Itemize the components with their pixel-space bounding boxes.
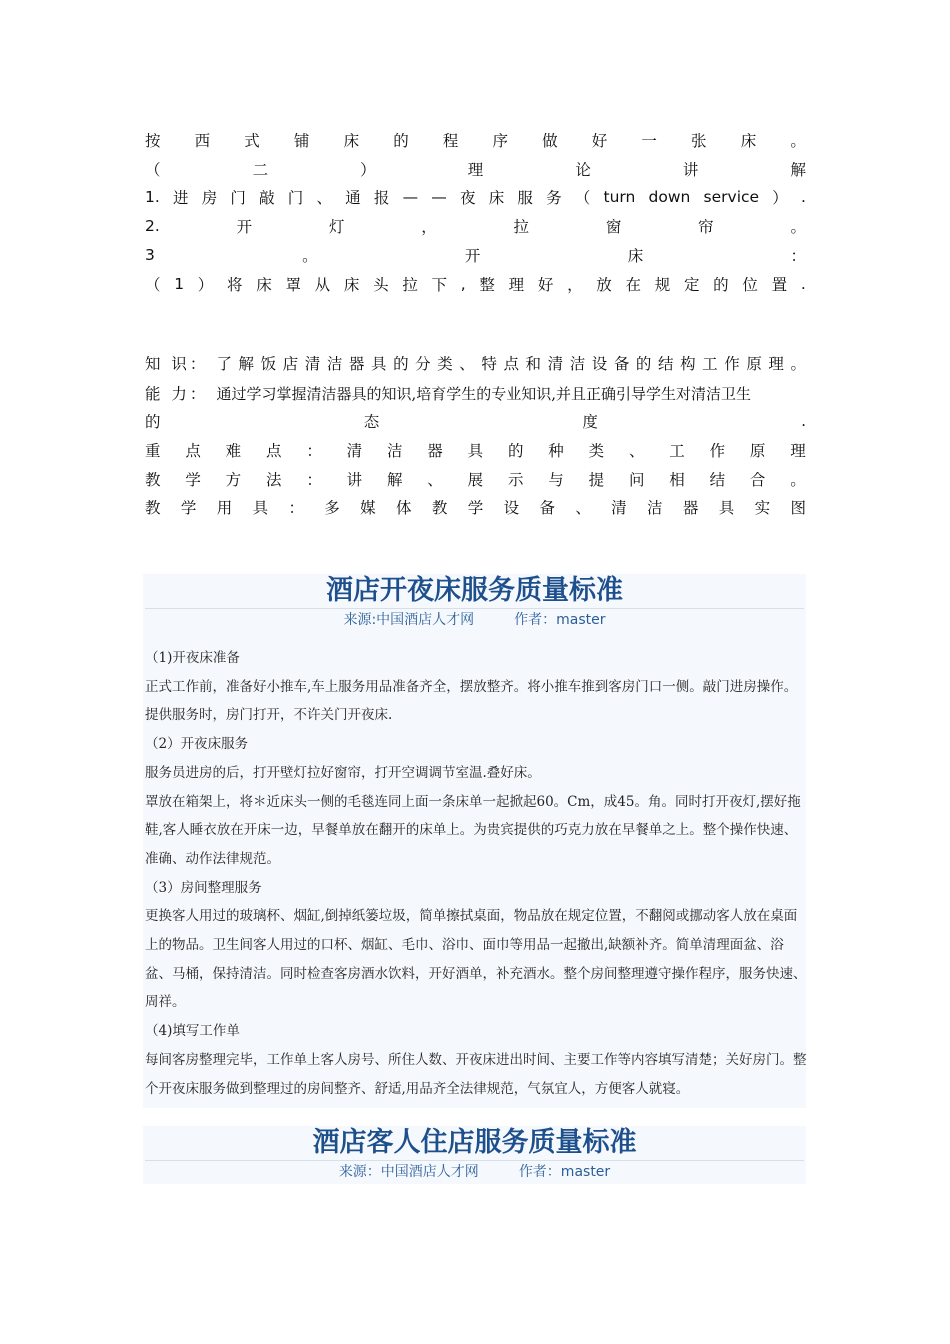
text-segment: 具 xyxy=(252,499,269,517)
article1-heading-3: （3）房间整理服务 xyxy=(145,879,262,896)
text-segment: 、 xyxy=(316,189,333,207)
text-segment: 器 xyxy=(348,355,365,373)
text-segment: 理 xyxy=(467,161,484,179)
knowledge-text xyxy=(216,352,806,374)
text-segment: 在 xyxy=(625,276,642,294)
text-segment: 、 xyxy=(459,355,475,373)
ability-line xyxy=(145,380,806,406)
text-segment: 点 xyxy=(503,355,519,373)
text-segment: 进 xyxy=(172,189,189,207)
text-segment: 论 xyxy=(575,161,591,179)
knowledge-label: 知 识： xyxy=(145,355,209,373)
article1-paragraph-5: 每间客房整理完毕，工作单上客人房号、所住人数、开夜床进出时间、主要工作等内容填写清楚；关好房门。整个开夜床服务做到整理过的房间整齐、舒适,用品齐全法律规范，气氛宜人，方便客人就寝。 xyxy=(145,1051,807,1097)
text-segment: 解 xyxy=(238,355,255,373)
text-segment: 解 xyxy=(386,471,403,489)
text-segment: 度 xyxy=(582,413,598,431)
text-segment: 作 xyxy=(724,355,740,373)
text-segment: 重 xyxy=(145,442,161,460)
text-segment: （ xyxy=(145,276,161,294)
text-segment: 店 xyxy=(282,355,299,373)
text-segment: 具 xyxy=(370,355,387,373)
text-segment: （ xyxy=(574,189,591,207)
text-segment: . xyxy=(800,188,806,206)
teaching-tools-line xyxy=(145,494,806,520)
text-segment: 器 xyxy=(427,442,443,460)
text-segment: ： xyxy=(306,471,322,489)
text-segment: 拉 xyxy=(513,218,530,236)
text-segment: 置 xyxy=(771,276,788,294)
text-segment: 原 xyxy=(746,355,762,373)
text-segment: 2. xyxy=(145,217,160,235)
text-segment: 设 xyxy=(591,355,608,373)
text-segment: 理 xyxy=(508,276,525,294)
text-segment: 理 xyxy=(790,442,806,460)
text-segment: 与 xyxy=(548,471,564,489)
text-segment: 具 xyxy=(718,499,735,517)
text-segment: 的 xyxy=(713,276,729,294)
text-segment: 工 xyxy=(702,355,718,373)
text-segment: 学 xyxy=(180,499,197,517)
text-segment: 1 xyxy=(174,275,185,293)
text-segment: 。 xyxy=(302,247,318,265)
article1-body xyxy=(145,644,807,1103)
text-segment: 的 xyxy=(393,132,409,150)
text-segment: turn xyxy=(603,188,636,206)
text-segment: 讲 xyxy=(346,471,363,489)
article1-header xyxy=(143,574,806,630)
text-segment: 服 xyxy=(517,189,533,207)
text-segment: 难 xyxy=(225,442,242,460)
text-segment: 3 xyxy=(145,246,155,264)
text-segment: service xyxy=(703,188,760,206)
text-segment: 类 xyxy=(588,442,605,460)
text-segment: 教 xyxy=(431,499,448,517)
article2-header xyxy=(143,1126,806,1184)
article1-heading-2: （2）开夜床服务 xyxy=(145,736,249,753)
text-segment: 理 xyxy=(768,355,784,373)
text-segment: 分 xyxy=(415,355,431,373)
text-segment: 清 xyxy=(547,355,564,373)
text-segment: 种 xyxy=(548,442,564,460)
text-segment: 的 xyxy=(507,442,524,460)
text-segment: . xyxy=(800,275,806,293)
text-segment: 清 xyxy=(611,499,627,517)
intro-line-6 xyxy=(145,271,806,297)
text-segment: 展 xyxy=(467,471,484,489)
text-segment: 夜 xyxy=(459,189,476,207)
text-segment: 示 xyxy=(507,471,524,489)
text-segment: 饭 xyxy=(260,355,277,373)
text-segment: 1. xyxy=(145,188,160,206)
text-segment: 从 xyxy=(314,276,331,294)
knowledge-line xyxy=(145,350,806,376)
text-segment: 式 xyxy=(244,132,260,150)
article1-author: 作者：master xyxy=(514,612,606,628)
text-segment: 下 xyxy=(431,276,448,294)
text-segment: 床 xyxy=(343,132,360,150)
text-segment: 好 xyxy=(537,276,554,294)
article1-source: 来源:中国酒店人才网 xyxy=(343,612,475,628)
text-segment: ： xyxy=(790,247,806,265)
text-segment: 务 xyxy=(546,189,562,207)
text-segment: 二 xyxy=(252,161,269,179)
text-segment: 的 xyxy=(635,355,652,373)
text-segment: 。 xyxy=(790,471,806,489)
text-segment: 。 xyxy=(790,132,806,150)
text-segment: 媒 xyxy=(360,499,376,517)
text-segment: 按 xyxy=(145,132,161,150)
text-segment: 设 xyxy=(503,499,520,517)
text-segment: 相 xyxy=(669,471,685,489)
text-segment: 合 xyxy=(749,471,766,489)
key-points-line xyxy=(145,437,806,463)
text-segment: 和 xyxy=(525,355,542,373)
article2-author: 作者：master xyxy=(518,1164,611,1180)
text-segment: — xyxy=(431,188,447,206)
text-segment: 备 xyxy=(613,355,630,373)
text-segment: 法 xyxy=(265,471,282,489)
text-segment: 通 xyxy=(345,189,361,207)
text-segment: 门 xyxy=(230,189,246,207)
text-segment: 图 xyxy=(790,499,806,517)
text-segment: ） xyxy=(197,276,214,294)
text-segment: 、 xyxy=(628,442,645,460)
article2-source: 来源：中国酒店人才网 xyxy=(338,1164,479,1180)
text-segment: ： xyxy=(288,499,304,517)
intro-line-2 xyxy=(145,156,806,182)
article1-paragraph-1: 正式工作前，准备好小推车,车上服务用品准备齐全，摆放整齐。将小推车推到客房门口一侧。敲门进房操作。提供服务时，房门打开，不许关门开夜床. xyxy=(145,678,798,724)
text-segment: 类 xyxy=(437,355,453,373)
text-segment: 的 xyxy=(145,413,161,431)
text-segment: 一 xyxy=(641,132,657,150)
text-segment: ） xyxy=(360,161,376,179)
text-segment: 用 xyxy=(216,499,233,517)
text-segment: 作 xyxy=(709,442,726,460)
text-segment: 问 xyxy=(628,471,645,489)
text-segment: 学 xyxy=(185,471,201,489)
article1-heading-1: （1)开夜床准备 xyxy=(145,650,240,666)
article2-title: 酒店客人住店服务质量标准 xyxy=(312,1127,637,1158)
text-segment: 床 xyxy=(740,132,757,150)
text-segment: 结 xyxy=(658,355,674,373)
text-segment: 多 xyxy=(324,499,340,517)
text-segment: 备 xyxy=(539,499,555,517)
text-segment: 位 xyxy=(742,276,758,294)
text-segment: 方 xyxy=(225,471,242,489)
teaching-method-line xyxy=(145,466,806,492)
text-segment: 工 xyxy=(669,442,685,460)
text-segment: 窗 xyxy=(605,218,622,236)
text-segment: ， xyxy=(567,276,583,294)
text-segment: 放 xyxy=(596,276,612,294)
text-segment: 序 xyxy=(492,132,508,150)
text-segment: 好 xyxy=(591,132,608,150)
text-segment: 开 xyxy=(464,247,481,265)
article2-meta xyxy=(143,1161,806,1183)
article1-title: 酒店开夜床服务质量标准 xyxy=(326,575,623,606)
text-segment: 罩 xyxy=(285,276,301,294)
text-segment: 结 xyxy=(709,471,726,489)
ability-label: 能 力： xyxy=(145,385,209,403)
intro-line-4 xyxy=(145,213,806,239)
text-segment: 定 xyxy=(683,276,700,294)
text-segment: 特 xyxy=(481,355,497,373)
text-segment: 张 xyxy=(691,132,707,150)
text-segment: ， xyxy=(421,218,437,236)
text-segment: 、 xyxy=(575,499,591,517)
text-segment: 程 xyxy=(442,132,459,150)
text-segment: 报 xyxy=(373,189,390,207)
text-segment: 拉 xyxy=(402,276,418,294)
text-segment: 、 xyxy=(427,471,443,489)
text-segment: . xyxy=(801,412,806,430)
text-segment: 学 xyxy=(467,499,484,517)
text-segment: 清 xyxy=(304,355,321,373)
text-segment: 洁 xyxy=(386,442,403,460)
text-segment: 门 xyxy=(287,189,304,207)
article1-paragraph-3: 罩放在箱架上，将＊近床头一侧的毛毯连同上面一条床单一起掀起60。Cm，成45。角。同时打开夜灯,摆好拖鞋,客人睡衣放在开床一边，早餐单放在翻开的床单上。为贵宾提供的巧克力放在早餐单之上。整个操作快速、准确、动作法律规范。 xyxy=(145,793,801,867)
text-segment: 具 xyxy=(467,442,484,460)
text-segment: 床 xyxy=(256,276,272,294)
text-segment: 实 xyxy=(754,499,771,517)
text-segment: 洁 xyxy=(569,355,586,373)
text-segment: 清 xyxy=(346,442,363,460)
article1-paragraph-4: 更换客人用过的玻璃杯、烟缸,倒掉纸篓垃圾，简单擦拭桌面，物品放在规定位置，不翻阅或挪动客人放在桌面上的物品。卫生间客人用过的口杯、烟缸、毛巾、浴巾、面巾等用品一起撤出,缺额补齐。简单清理面盆、浴盆、马桶，保持清洁。同时检查客房酒水饮料，开好酒单，补充酒水。整个房间整理遵守操作程序，服务快速、周祥。 xyxy=(145,908,807,1011)
text-segment: 教 xyxy=(145,499,161,517)
text-segment: down xyxy=(648,188,691,206)
text-segment: 房 xyxy=(201,189,218,207)
text-segment: 敲 xyxy=(259,189,275,207)
text-segment: 床 xyxy=(343,276,360,294)
text-segment: 灯 xyxy=(328,218,345,236)
text-segment: 。 xyxy=(790,218,806,236)
text-segment: 做 xyxy=(542,132,558,150)
text-segment: （ xyxy=(145,161,161,179)
text-segment: 洁 xyxy=(647,499,663,517)
text-segment: 开 xyxy=(236,218,253,236)
text-segment: 帘 xyxy=(698,218,714,236)
text-segment: — xyxy=(402,188,419,206)
text-segment: 构 xyxy=(680,355,696,373)
text-segment: 点 xyxy=(265,442,282,460)
text-segment: 洁 xyxy=(326,355,343,373)
article1-heading-4: （4)填写工作单 xyxy=(145,1023,240,1040)
intro-line-1 xyxy=(145,127,806,153)
article1-meta xyxy=(143,609,806,631)
text-segment: ） xyxy=(772,189,788,207)
text-segment: 态 xyxy=(363,413,380,431)
intro-line-5 xyxy=(145,242,806,268)
text-segment: 西 xyxy=(194,132,211,150)
text-segment: 原 xyxy=(749,442,766,460)
text-segment: 解 xyxy=(790,161,806,179)
text-segment: 床 xyxy=(488,189,505,207)
text-segment: 讲 xyxy=(682,161,699,179)
ability-text: 通过学习掌握清洁器具的知识,培育学生的专业知识,并且正确引导学生对清洁卫生 xyxy=(216,384,751,403)
ability-cont-line xyxy=(145,408,806,434)
text-segment: 整 xyxy=(479,276,495,294)
text-segment: 。 xyxy=(790,355,806,373)
intro-line-3 xyxy=(145,184,806,210)
text-segment: 器 xyxy=(682,499,699,517)
text-segment: 体 xyxy=(396,499,412,517)
text-segment: ： xyxy=(306,442,322,460)
text-segment: 点 xyxy=(185,442,201,460)
text-segment: 的 xyxy=(393,355,409,373)
article1-paragraph-2: 服务员进房的后，打开壁灯拉好窗帘，打开空调调节室温.叠好床。 xyxy=(145,764,541,781)
text-segment: 床 xyxy=(627,247,644,265)
text-segment: 铺 xyxy=(293,132,310,150)
text-segment: , xyxy=(460,275,466,293)
text-segment: 将 xyxy=(227,276,243,294)
text-segment: 教 xyxy=(145,471,161,489)
text-segment: 提 xyxy=(588,471,605,489)
text-segment: 了 xyxy=(216,355,232,373)
text-segment: 规 xyxy=(654,276,671,294)
text-segment: 头 xyxy=(373,276,389,294)
